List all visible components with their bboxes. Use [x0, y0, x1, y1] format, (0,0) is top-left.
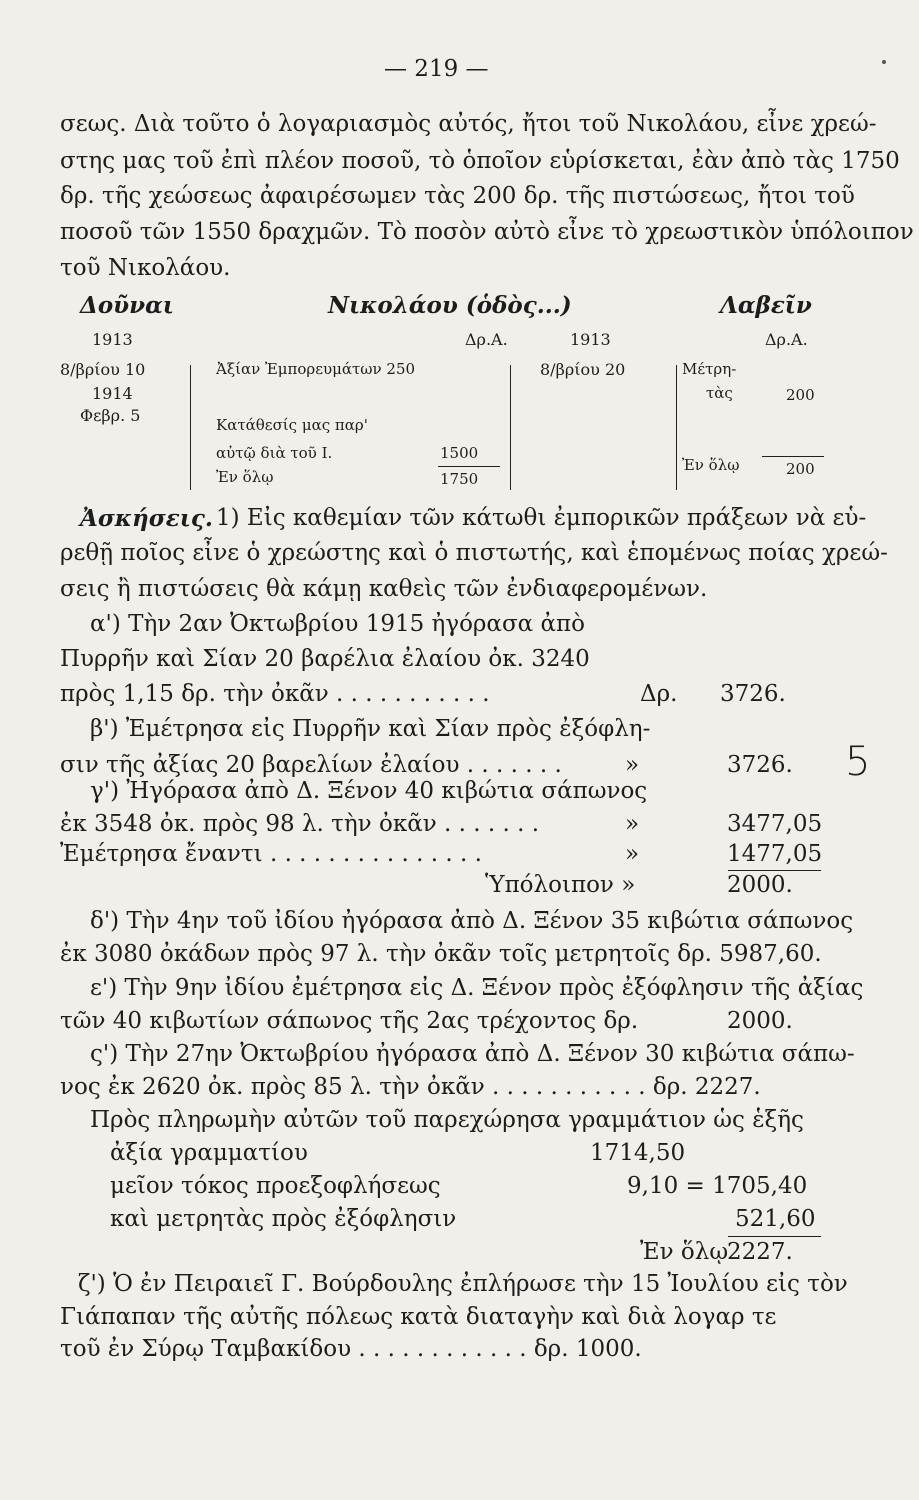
payment-total: 2227. [727, 1239, 793, 1265]
ledger-right-title: Λαβεῖν [720, 292, 812, 319]
exercise-line: τῶν 40 κιβωτίων σάπωνος τῆς 2ας τρέχοντος δρ. [60, 1008, 639, 1034]
ledger-rule [438, 466, 500, 467]
amount-unit: » [625, 811, 640, 837]
payment-value: 9,10 = 1705,40 [627, 1173, 808, 1199]
ledger-entry: Ἀξίαν Ἐμπορευμάτων 250 [216, 360, 416, 378]
ledger-center-title: Νικολάου (ὁδὸς...) [328, 292, 572, 319]
ledger-left-title: Δοῦναι [80, 292, 174, 319]
ledger-total-label: Ἐν ὅλῳ [216, 468, 274, 486]
ledger-date: Φεβρ. 5 [80, 406, 141, 425]
ledger-dr-a-left: Δρ.Α. [465, 330, 508, 349]
payment-value: 521,60 [735, 1206, 816, 1232]
exercise-line: ς') Τὴν 27ην Ὀκτωβρίου ἠγόρασα ἀπὸ Δ. Ξένον 30 κιβώτια σάπω- [90, 1041, 855, 1067]
amount: 2000. [727, 1008, 793, 1034]
amount: 3726. [720, 681, 786, 707]
ledger-rule [190, 365, 191, 490]
exercise-line: σιν τῆς ἀξίας 20 βαρελίων ἐλαίου . . . . . . . [60, 752, 562, 778]
payment-label: μεῖον τόκος προεξοφλήσεως [110, 1173, 441, 1199]
exercise-line: νος ἐκ 2620 ὀκ. πρὸς 85 λ. τὴν ὀκᾶν . . . . . . . . . . . δρ. 2227. [60, 1074, 761, 1100]
ledger-date: 8/βρίου 20 [540, 360, 626, 379]
exercise-line: ἐκ 3548 ὀκ. πρὸς 98 λ. τὴν ὀκᾶν . . . . . . . [60, 811, 540, 837]
exercise-line: ζ') Ὁ ἐν Πειραιεῖ Γ. Βούρδουλης ἐπλήρωσε τὴν 15 Ἰουλίου εἰς τὸν [78, 1271, 848, 1297]
exercise-line: ε') Τὴν 9ην ἰδίου ἐμέτρησα εἰς Δ. Ξένον πρὸς ἐξόφλησιν τῆς ἀξίας [90, 975, 864, 1001]
payment-value: 1714,50 [590, 1140, 686, 1166]
sum-rule [728, 1236, 821, 1237]
ledger-year-right: 1913 [570, 330, 611, 349]
exercise-line: δ') Τὴν 4ην τοῦ ἰδίου ἠγόρασα ἀπὸ Δ. Ξένον 35 κιβώτια σάπωνος [90, 908, 854, 934]
page-speck [882, 60, 886, 64]
amount-unit: Δρ. [640, 681, 678, 707]
exercises-heading: Ἀσκήσεις. [80, 505, 213, 532]
amount-unit: » [625, 752, 640, 778]
ledger-date: 8/βρίου 10 [60, 360, 146, 379]
exercise-line: γ') Ἠγόρασα ἀπὸ Δ. Ξένον 40 κιβώτια σάπωνος [90, 778, 648, 804]
intro-line: σεως. Διὰ τοῦτο ὁ λογαριασμὸς αὐτός, ἤτοι τοῦ Νικολάου, εἶνε χρεώ- [60, 111, 877, 137]
exercise-line: 1) Εἰς καθεμίαν τῶν κάτωθι ἐμπορικῶν πράξεων νὰ εὑ- [216, 505, 867, 531]
sum-rule [728, 870, 821, 871]
exercise-line: τοῦ ἐν Σύρῳ Ταμβακίδου . . . . . . . . . . . . δρ. 1000. [60, 1336, 642, 1362]
ledger-entry: Μέτρη- [682, 360, 737, 378]
amount-unit: » [625, 841, 640, 867]
ledger-total: 200 [786, 460, 815, 478]
exercise-line: ρεθῇ ποῖος εἶνε ὁ χρεώστης καὶ ὁ πιστωτής, καὶ ἑπομένως ποίας χρεώ- [60, 540, 888, 566]
intro-line: τοῦ Νικολάου. [60, 255, 231, 281]
exercise-line: Πρὸς πληρωμὴν αὐτῶν τοῦ παρεχώρησα γραμμάτιον ὡς ἑξῆς [90, 1107, 804, 1133]
ledger-year: 1914 [92, 384, 133, 403]
ledger-year-left: 1913 [92, 330, 133, 349]
ledger-rule [510, 365, 511, 490]
ledger-amount: 1500 [440, 444, 479, 462]
ledger-entry: Κατάθεσίς μας παρ' [216, 416, 368, 434]
page-number: — 219 — [384, 56, 489, 82]
exercise-line: σεις ἢ πιστώσεις θὰ κάμῃ καθεὶς τῶν ἐνδιαφερομένων. [60, 576, 708, 602]
handwritten-margin-mark: 5 [845, 739, 871, 785]
amount: 3477,05 [727, 811, 823, 837]
exercise-line: Γιάπαπαν τῆς αὐτῆς πόλεως κατὰ διαταγὴν καὶ διὰ λογαρ τε [60, 1304, 777, 1330]
intro-line: ποσοῦ τῶν 1550 δραχμῶν. Τὸ ποσὸν αὐτὸ εἶνε τὸ χρεωστικὸν ὑπόλοιπον [60, 219, 914, 245]
ledger-amount: 200 [786, 386, 815, 404]
intro-line: δρ. τῆς χεώσεως ἀφαιρέσωμεν τὰς 200 δρ. τῆς πιστώσεως, ἤτοι τοῦ [60, 183, 855, 209]
ledger-total-label: Ἐν ὅλῳ [682, 456, 740, 474]
payment-label: καὶ μετρητὰς πρὸς ἐξόφλησιν [110, 1206, 457, 1232]
ledger-entry: τὰς [706, 384, 733, 402]
payment-label: ἀξία γραμματίου [110, 1140, 308, 1166]
ledger-rule [762, 456, 824, 457]
ledger-dr-a-right: Δρ.Α. [765, 330, 808, 349]
amount: 3726. [727, 752, 793, 778]
exercise-line: α') Τὴν 2αν Ὀκτωβρίου 1915 ἠγόρασα ἀπὸ [90, 611, 586, 637]
ledger-total: 1750 [440, 470, 479, 488]
ledger-rule [676, 365, 677, 490]
payment-total-label: Ἐν ὅλῳ [640, 1239, 729, 1265]
exercise-line: πρὸς 1,15 δρ. τὴν ὀκᾶν . . . . . . . . . . . [60, 681, 490, 707]
intro-line: στης μας τοῦ ἐπὶ πλέον ποσοῦ, τὸ ὁποῖον εὑρίσκεται, ἐὰν ἀπὸ τὰς 1750 [60, 148, 900, 174]
exercise-line: β') Ἐμέτρησα εἰς Πυρρῆν καὶ Σίαν πρὸς ἐξόφλη- [90, 716, 651, 742]
amount: 1477,05 [727, 841, 823, 867]
balance-label: Ὑπόλοιπον » [485, 872, 636, 898]
exercise-line: Πυρρῆν καὶ Σίαν 20 βαρέλια ἐλαίου ὀκ. 3240 [60, 646, 590, 672]
exercise-line: ἐκ 3080 ὀκάδων πρὸς 97 λ. τὴν ὀκᾶν τοῖς μετρητοῖς δρ. 5987,60. [60, 941, 822, 967]
exercise-line: Ἐμέτρησα ἔναντι . . . . . . . . . . . . . . . [60, 841, 482, 867]
balance: 2000. [727, 872, 793, 898]
ledger-entry: αὐτῷ διὰ τοῦ Ι. [216, 444, 333, 462]
